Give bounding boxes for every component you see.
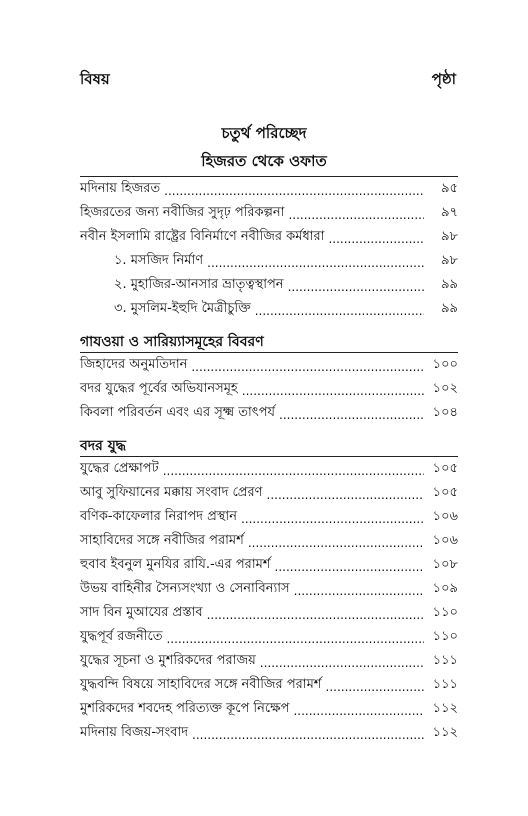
toc-entry-title: ৩. মুসলিম-ইহুদি মৈত্রীচুক্তি	[114, 301, 251, 316]
dot-leader	[164, 184, 424, 198]
toc-entry-page: ১০২	[432, 381, 458, 396]
dot-leader	[255, 304, 424, 318]
column-header-topic: বিষয়	[80, 70, 110, 88]
toc-entry-title: উভয় বাহিনীর সৈন্যসংখ্যা ও সেনাবিন্যাস	[80, 581, 290, 596]
toc-entry-page: ১০৮	[432, 557, 458, 572]
dot-leader	[288, 208, 424, 222]
toc-entry	[80, 378, 458, 400]
toc-entry-page: ১০০	[432, 357, 458, 372]
toc-entry	[80, 626, 458, 648]
section-heading: গাযওয়া ও সারিয়্যাসমূহের বিবরণ	[80, 334, 264, 350]
toc-entry-title: কিবলা পরিবর্তন এবং এর সূক্ষ্ম তাৎপর্য	[80, 405, 276, 420]
toc-entry	[80, 698, 458, 720]
toc-entry-title: যুদ্ধের সূচনা ও মুশরিকদের পরাজয়	[80, 653, 256, 668]
toc-entry	[114, 250, 458, 272]
dot-leader	[293, 704, 424, 718]
toc-entry-title: ২. মুহাজির-আনসার ভ্রাতৃত্বস্থাপন	[114, 277, 284, 292]
toc-entry-title: যুদ্ধের প্রেক্ষাপট	[80, 461, 159, 476]
toc-entry	[80, 482, 458, 504]
toc-entry	[80, 602, 458, 624]
section-heading: বদর যুদ্ধ	[80, 438, 127, 454]
toc-entry-title: বদর যুদ্ধের পূর্বের অভিযানসমূহ	[80, 381, 238, 396]
dot-leader	[248, 536, 424, 550]
toc-entry-page: ১০৫	[432, 485, 458, 500]
toc-entry-page: ৯৮	[441, 229, 458, 244]
toc-entry-page: ৯৯	[441, 277, 458, 292]
toc-entry	[80, 354, 458, 376]
toc-entry-title: বণিক-কাফেলার নিরাপদ প্রস্থান	[80, 509, 237, 524]
toc-entry-page: ৯৮	[441, 253, 458, 268]
dot-leader	[191, 360, 424, 374]
toc-entry	[80, 178, 458, 200]
toc-entry-page: ১১০	[432, 605, 458, 620]
toc-entry	[80, 578, 458, 600]
toc-entry-title: নবীন ইসলামি রাষ্ট্রের বিনির্মাণে নবীজির কর্মধারা	[80, 229, 325, 244]
dot-leader	[207, 608, 424, 622]
chapter-subtitle: হিজরত থেকে ওফাত	[201, 152, 327, 170]
toc-entry-title: হুবাব ইবনুল মুনযির রাযি.-এর পরামর্শ	[80, 557, 271, 572]
toc-entry-page: ৯৫	[441, 181, 458, 196]
divider	[80, 456, 458, 457]
toc-entry	[80, 530, 458, 552]
dot-leader	[275, 560, 425, 574]
toc-entry-title: মদিনায় বিজয়-সংবাদ	[80, 725, 189, 740]
toc-entry-title: জিহাদের অনুমতিদান	[80, 357, 188, 372]
chapter-title: চতুর্থ পরিচ্ছেদ	[221, 124, 307, 142]
dot-leader	[163, 464, 424, 478]
toc-entry	[80, 650, 458, 672]
toc-entry-page: ১০৬	[432, 533, 458, 548]
dot-leader	[242, 384, 424, 398]
toc-entry-title: সাহাবিদের সঙ্গে নবীজির পরামর্শ	[80, 533, 244, 548]
toc-entry-page: ১১২	[432, 725, 458, 740]
toc-entry	[80, 458, 458, 480]
toc-entry-title: মুশরিকদের শবদেহ পরিত্যক্ত কূপে নিক্ষেপ	[80, 701, 290, 716]
toc-entry-page: ১১২	[432, 701, 458, 716]
dot-leader	[192, 728, 424, 742]
toc-entry-title: মদিনায় হিজরত	[80, 181, 161, 196]
toc-entry	[80, 402, 458, 424]
toc-entry-page: ১০৫	[432, 461, 458, 476]
dot-leader	[166, 632, 424, 646]
divider	[80, 176, 458, 177]
toc-entry-title: সাদ বিন মুআযের প্রস্তাব	[80, 605, 203, 620]
toc-entry-page: ১১১	[432, 653, 458, 668]
toc-entry	[80, 506, 458, 528]
toc-entry-title: যুদ্ধপূর্ব রজনীতে	[80, 629, 163, 644]
toc-entry-page: ১০৯	[432, 581, 458, 596]
toc-entry	[80, 722, 458, 744]
toc-entry-page: ৯৯	[441, 301, 458, 316]
toc-entry-page: ১০৪	[432, 405, 458, 420]
dot-leader	[241, 512, 424, 526]
column-header-page: পৃষ্ঠা	[431, 70, 456, 88]
dot-leader	[328, 232, 424, 246]
toc-entry-title: যুদ্ধবন্দি বিষয়ে সাহাবিদের সঙ্গে নবীজির পরামর্শ	[80, 677, 322, 692]
dot-leader	[279, 408, 424, 422]
divider	[80, 352, 458, 353]
toc-entry-title: আবু সুফিয়ানের মক্কায় সংবাদ প্রেরণ	[80, 485, 263, 500]
dot-leader	[288, 280, 424, 294]
toc-entry-page: ১১০	[432, 629, 458, 644]
dot-leader	[207, 256, 424, 270]
dot-leader	[326, 680, 425, 694]
toc-entry-page: ১১১	[432, 677, 458, 692]
toc-entry	[114, 298, 458, 320]
dot-leader	[267, 488, 424, 502]
dot-leader	[260, 656, 424, 670]
toc-entry-page: ১০৬	[432, 509, 458, 524]
toc-entry	[114, 274, 458, 296]
toc-entry	[80, 226, 458, 248]
toc-entry-title: হিজরতের জন্য নবীজির সুদৃঢ় পরিকল্পনা	[80, 205, 285, 220]
toc-entry	[80, 202, 458, 224]
toc-entry	[80, 554, 458, 576]
toc-entry-title: ১. মসজিদ নির্মাণ	[114, 253, 204, 268]
toc-entry	[80, 674, 458, 696]
dot-leader	[294, 584, 424, 598]
toc-entry-page: ৯৭	[441, 205, 458, 220]
